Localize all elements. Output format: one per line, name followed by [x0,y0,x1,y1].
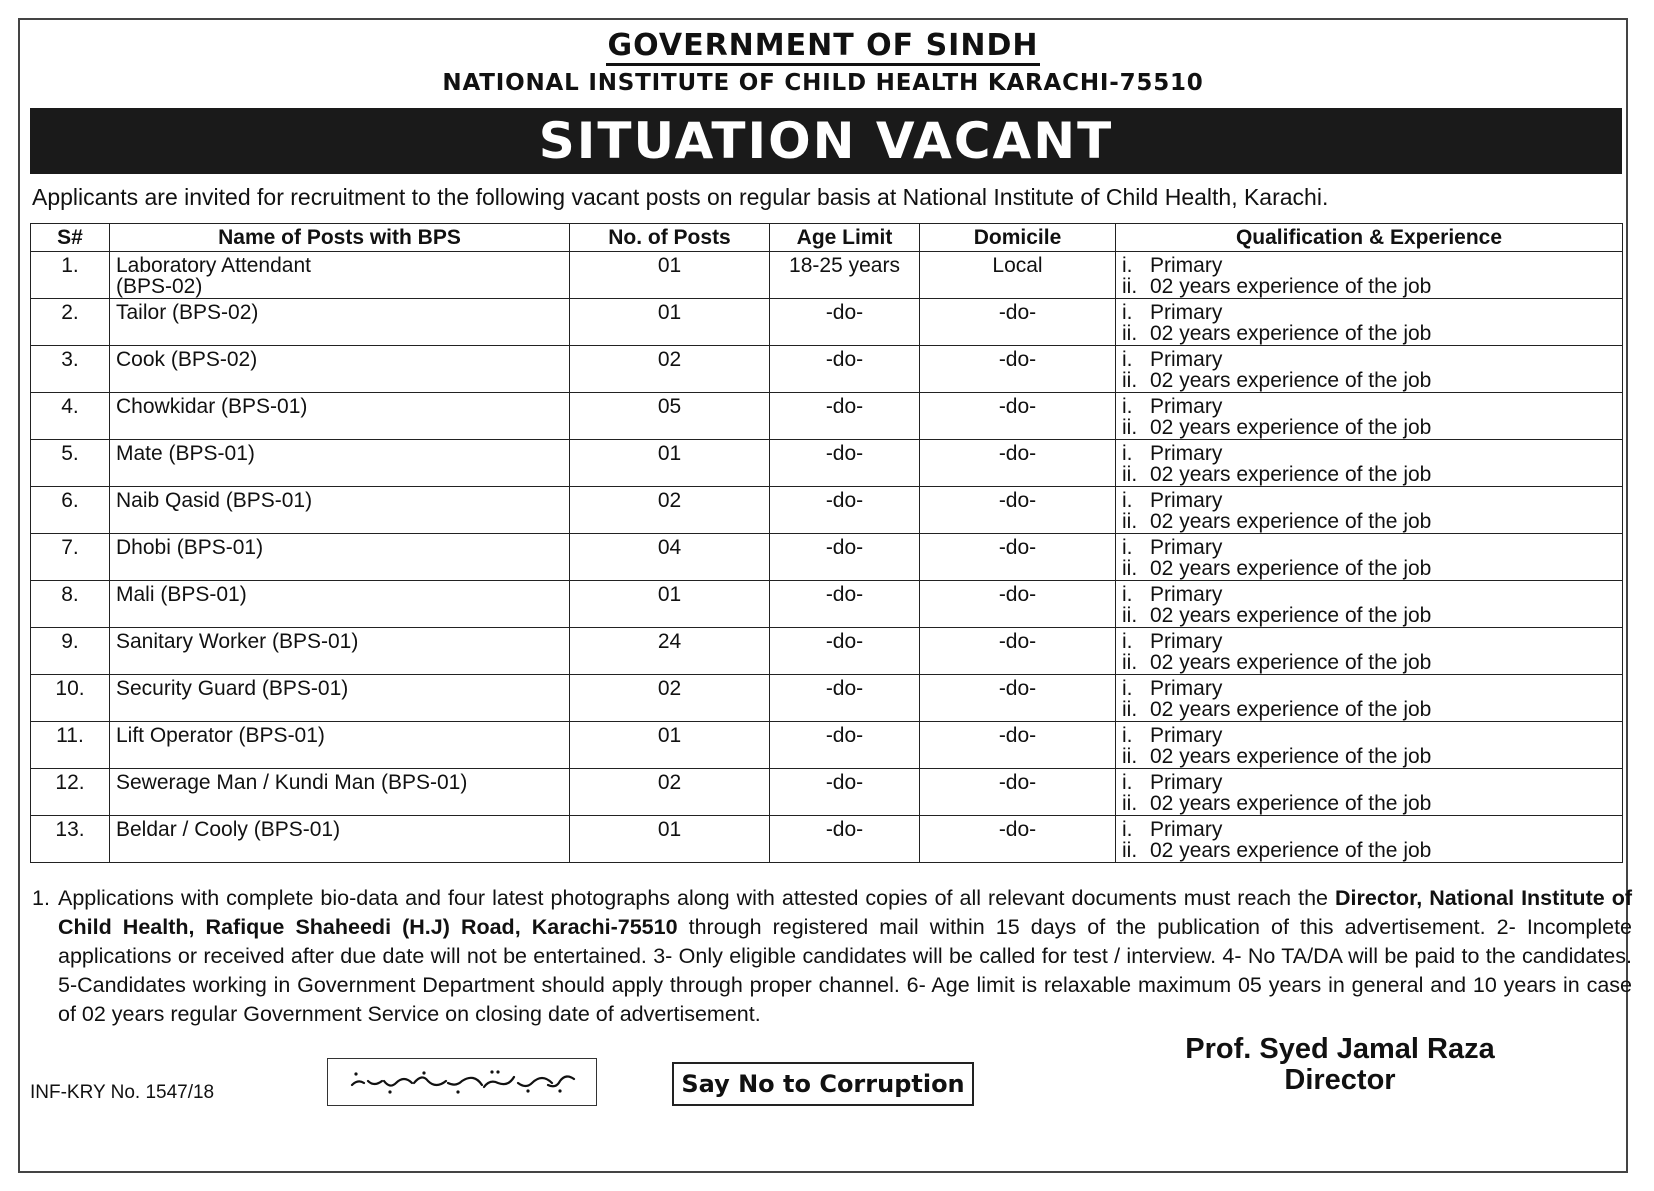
inf-number: INF-KRY No. 1547/18 [30,1082,215,1103]
cell-post-name [110,722,570,769]
post-name: Chowkidar (BPS-01) [116,395,308,418]
experience-marker: ii. [1122,651,1138,674]
experience-line [1122,699,1616,720]
qualification-marker: i. [1122,489,1133,512]
cell-age-limit: -do- [770,393,920,440]
cell-sn: 1. [31,252,110,299]
cell-age-limit: -do- [770,440,920,487]
qualification-line [1122,725,1616,746]
cell-domicile: -do- [920,675,1116,722]
cell-qualification [1116,628,1623,675]
table-row [31,487,1623,534]
qualification-marker: i. [1122,254,1133,277]
cell-domicile: -do- [920,722,1116,769]
qualification-marker: i. [1122,677,1133,700]
experience-text: 02 years experience of the job [1150,698,1432,721]
header-domicile: Domicile [920,224,1116,252]
cell-qualification [1116,675,1623,722]
post-name: Security Guard (BPS-01) [116,677,349,700]
cell-domicile: -do- [920,299,1116,346]
qualification-text: Primary [1150,677,1223,700]
cell-sn: 13. [31,816,110,863]
header-age-limit: Age Limit [770,224,920,252]
post-name: Cook (BPS-02) [116,348,258,371]
note-text-part2: through registered mail within 15 days of the publication of this advertisement. 2- Incomplete applications or received after due date will not be entertained. 3- Only eligible candidates will be called for test / interview. 4- No TA/DA will be paid to the candidates. 5-Candidates working in Government Department should apply through proper channel. 6- Age limit is relaxable maximum 05 years in general and 10 years in case of 02 years regular Government Service on closing date of advertisement. [58,915,1633,1026]
experience-marker: ii. [1122,322,1138,345]
qualification-marker: i. [1122,348,1133,371]
post-name: Lift Operator (BPS-01) [116,724,325,747]
post-name: Tailor (BPS-02) [116,301,259,324]
cell-no-of-posts: 01 [570,440,770,487]
cell-no-of-posts: 01 [570,581,770,628]
cell-no-of-posts: 01 [570,252,770,299]
cell-domicile: -do- [920,769,1116,816]
qualification-text: Primary [1150,724,1223,747]
table-row [31,816,1623,863]
experience-line [1122,558,1616,579]
qualification-line [1122,772,1616,793]
qualification-line [1122,678,1616,699]
qualification-line [1122,443,1616,464]
experience-marker: ii. [1122,745,1138,768]
post-name: Beldar / Cooly (BPS-01) [116,818,341,841]
cell-age-limit: -do- [770,346,920,393]
qualification-text: Primary [1150,583,1223,606]
post-name: Mali (BPS-01) [116,583,247,606]
experience-line [1122,323,1616,344]
cell-no-of-posts: 01 [570,299,770,346]
cell-qualification [1116,299,1623,346]
cell-post-name [110,816,570,863]
qualification-marker: i. [1122,771,1133,794]
cell-no-of-posts: 01 [570,816,770,863]
experience-marker: ii. [1122,463,1138,486]
experience-text: 02 years experience of the job [1150,322,1432,345]
table-row [31,534,1623,581]
qualification-marker: i. [1122,442,1133,465]
cell-post-name [110,440,570,487]
post-name: Sewerage Man / Kundi Man (BPS-01) [116,771,468,794]
cell-no-of-posts: 02 [570,487,770,534]
government-title-text: GOVERNMENT OF SINDH [606,28,1041,66]
experience-text: 02 years experience of the job [1150,416,1432,439]
experience-text: 02 years experience of the job [1150,604,1432,627]
cell-domicile: -do- [920,581,1116,628]
cell-sn: 2. [31,299,110,346]
cell-age-limit: 18-25 years [770,252,920,299]
post-name: Naib Qasid (BPS-01) [116,489,313,512]
cell-no-of-posts: 01 [570,722,770,769]
table-row [31,722,1623,769]
cell-no-of-posts: 02 [570,675,770,722]
experience-marker: ii. [1122,369,1138,392]
qualification-text: Primary [1150,818,1223,841]
cell-qualification [1116,581,1623,628]
table-row [31,581,1623,628]
cell-sn: 5. [31,440,110,487]
cell-age-limit: -do- [770,534,920,581]
cell-no-of-posts: 02 [570,346,770,393]
post-grade: (BPS-02) [116,275,203,298]
qualification-line [1122,631,1616,652]
table-row [31,675,1623,722]
header-post-name: Name of Posts with BPS [110,224,570,252]
cell-age-limit: -do- [770,722,920,769]
experience-text: 02 years experience of the job [1150,745,1432,768]
post-name: Dhobi (BPS-01) [116,536,264,559]
intro-text: Applicants are invited for recruitment to the following vacant posts on regular basis at National Institute of Child Health, Karachi. [32,184,1329,210]
header-no-of-posts: No. of Posts [570,224,770,252]
cell-qualification [1116,816,1623,863]
table-header-row [31,224,1623,252]
qualification-line [1122,255,1616,276]
table-row [31,299,1623,346]
cell-age-limit: -do- [770,769,920,816]
experience-line [1122,276,1616,297]
cell-sn: 8. [31,581,110,628]
qualification-text: Primary [1150,348,1223,371]
cell-qualification [1116,487,1623,534]
experience-text: 02 years experience of the job [1150,839,1432,862]
qualification-text: Primary [1150,771,1223,794]
table-row [31,346,1623,393]
posts-table-body [31,252,1623,863]
advertisement [18,18,1633,1173]
note-number: 1. [32,886,50,910]
experience-text: 02 years experience of the job [1150,463,1432,486]
qualification-text: Primary [1150,395,1223,418]
header-sn: S# [31,224,110,252]
cell-domicile: -do- [920,393,1116,440]
qualification-text: Primary [1150,536,1223,559]
qualification-text: Primary [1150,630,1223,653]
cell-domicile: -do- [920,440,1116,487]
note-text-part1: Applications with complete bio-data and four latest photographs along with attested copies of all relevant documents must reach the [58,886,1336,910]
table-row [31,393,1623,440]
experience-marker: ii. [1122,510,1138,533]
experience-line [1122,746,1616,767]
qualification-line [1122,819,1616,840]
table-row [31,440,1623,487]
qualification-text: Primary [1150,489,1223,512]
qualification-text: Primary [1150,442,1223,465]
cell-domicile: -do- [920,816,1116,863]
cell-qualification [1116,440,1623,487]
government-title [20,28,1626,63]
experience-text: 02 years experience of the job [1150,792,1432,815]
cell-post-name [110,534,570,581]
qualification-marker: i. [1122,630,1133,653]
cell-domicile: -do- [920,346,1116,393]
cell-post-name [110,487,570,534]
cell-domicile: -do- [920,487,1116,534]
cell-qualification [1116,252,1623,299]
situation-vacant-banner: SITUATION VACANT [30,108,1622,174]
cell-qualification [1116,534,1623,581]
experience-line [1122,840,1616,861]
urdu-slogan-box [327,1058,597,1106]
cell-no-of-posts: 24 [570,628,770,675]
institute-title: NATIONAL INSTITUTE OF CHILD HEALTH KARACHI-75510 [442,70,1204,96]
signatory-name: Prof. Syed Jamal Raza [1185,1033,1495,1065]
cell-sn: 9. [31,628,110,675]
experience-line [1122,417,1616,438]
notes-paragraph [32,884,1632,1029]
experience-line [1122,511,1616,532]
qualification-text: Primary [1150,301,1223,324]
cell-sn: 4. [31,393,110,440]
cell-sn: 6. [31,487,110,534]
qualification-marker: i. [1122,301,1133,324]
cell-age-limit: -do- [770,581,920,628]
qualification-marker: i. [1122,536,1133,559]
cell-no-of-posts: 02 [570,769,770,816]
experience-text: 02 years experience of the job [1150,510,1432,533]
cell-age-limit: -do- [770,675,920,722]
cell-qualification [1116,346,1623,393]
qualification-text: Primary [1150,254,1223,277]
cell-domicile: Local [920,252,1116,299]
experience-line [1122,793,1616,814]
qualification-line [1122,584,1616,605]
cell-sn: 3. [31,346,110,393]
cell-age-limit: -do- [770,299,920,346]
experience-marker: ii. [1122,275,1138,298]
cell-post-name [110,393,570,440]
experience-line [1122,652,1616,673]
note-address: Director, National Institute of Child Health, Rafique Shaheedi (H.J) Road, Karachi-75510 [58,886,1632,939]
cell-age-limit: -do- [770,628,920,675]
cell-post-name [110,299,570,346]
experience-marker: ii. [1122,604,1138,627]
experience-text: 02 years experience of the job [1150,651,1432,674]
experience-marker: ii. [1122,698,1138,721]
qualification-marker: i. [1122,395,1133,418]
experience-marker: ii. [1122,839,1138,862]
qualification-line [1122,490,1616,511]
cell-post-name [110,628,570,675]
cell-post-name [110,346,570,393]
experience-text: 02 years experience of the job [1150,369,1432,392]
cell-qualification [1116,769,1623,816]
table-row [31,252,1623,299]
qualification-marker: i. [1122,724,1133,747]
note-body [58,884,1632,1029]
table-row [31,769,1623,816]
cell-qualification [1116,393,1623,440]
signatory-title: Director [1284,1064,1396,1096]
urdu-slogan-calligraphy [342,1065,582,1099]
cell-age-limit: -do- [770,487,920,534]
qualification-line [1122,396,1616,417]
experience-marker: ii. [1122,416,1138,439]
cell-qualification [1116,722,1623,769]
posts-table [30,223,1623,863]
experience-text: 02 years experience of the job [1150,275,1432,298]
experience-line [1122,464,1616,485]
say-no-to-corruption-box: Say No to Corruption [672,1062,974,1106]
experience-line [1122,605,1616,626]
post-name: Sanitary Worker (BPS-01) [116,630,359,653]
qualification-line [1122,302,1616,323]
cell-post-name [110,581,570,628]
cell-post-name [110,769,570,816]
cell-no-of-posts: 05 [570,393,770,440]
cell-age-limit: -do- [770,816,920,863]
experience-marker: ii. [1122,792,1138,815]
cell-no-of-posts: 04 [570,534,770,581]
table-row [31,628,1623,675]
qualification-line [1122,349,1616,370]
qualification-line [1122,537,1616,558]
cell-sn: 12. [31,769,110,816]
cell-sn: 11. [31,722,110,769]
cell-sn: 7. [31,534,110,581]
qualification-marker: i. [1122,818,1133,841]
experience-marker: ii. [1122,557,1138,580]
qualification-marker: i. [1122,583,1133,606]
post-name: Mate (BPS-01) [116,442,255,465]
header-qualification: Qualification & Experience [1116,224,1623,252]
cell-post-name [110,675,570,722]
post-name: Laboratory Attendant [116,254,311,277]
experience-text: 02 years experience of the job [1150,557,1432,580]
cell-domicile: -do- [920,628,1116,675]
cell-sn: 10. [31,675,110,722]
cell-post-name [110,252,570,299]
experience-line [1122,370,1616,391]
cell-domicile: -do- [920,534,1116,581]
